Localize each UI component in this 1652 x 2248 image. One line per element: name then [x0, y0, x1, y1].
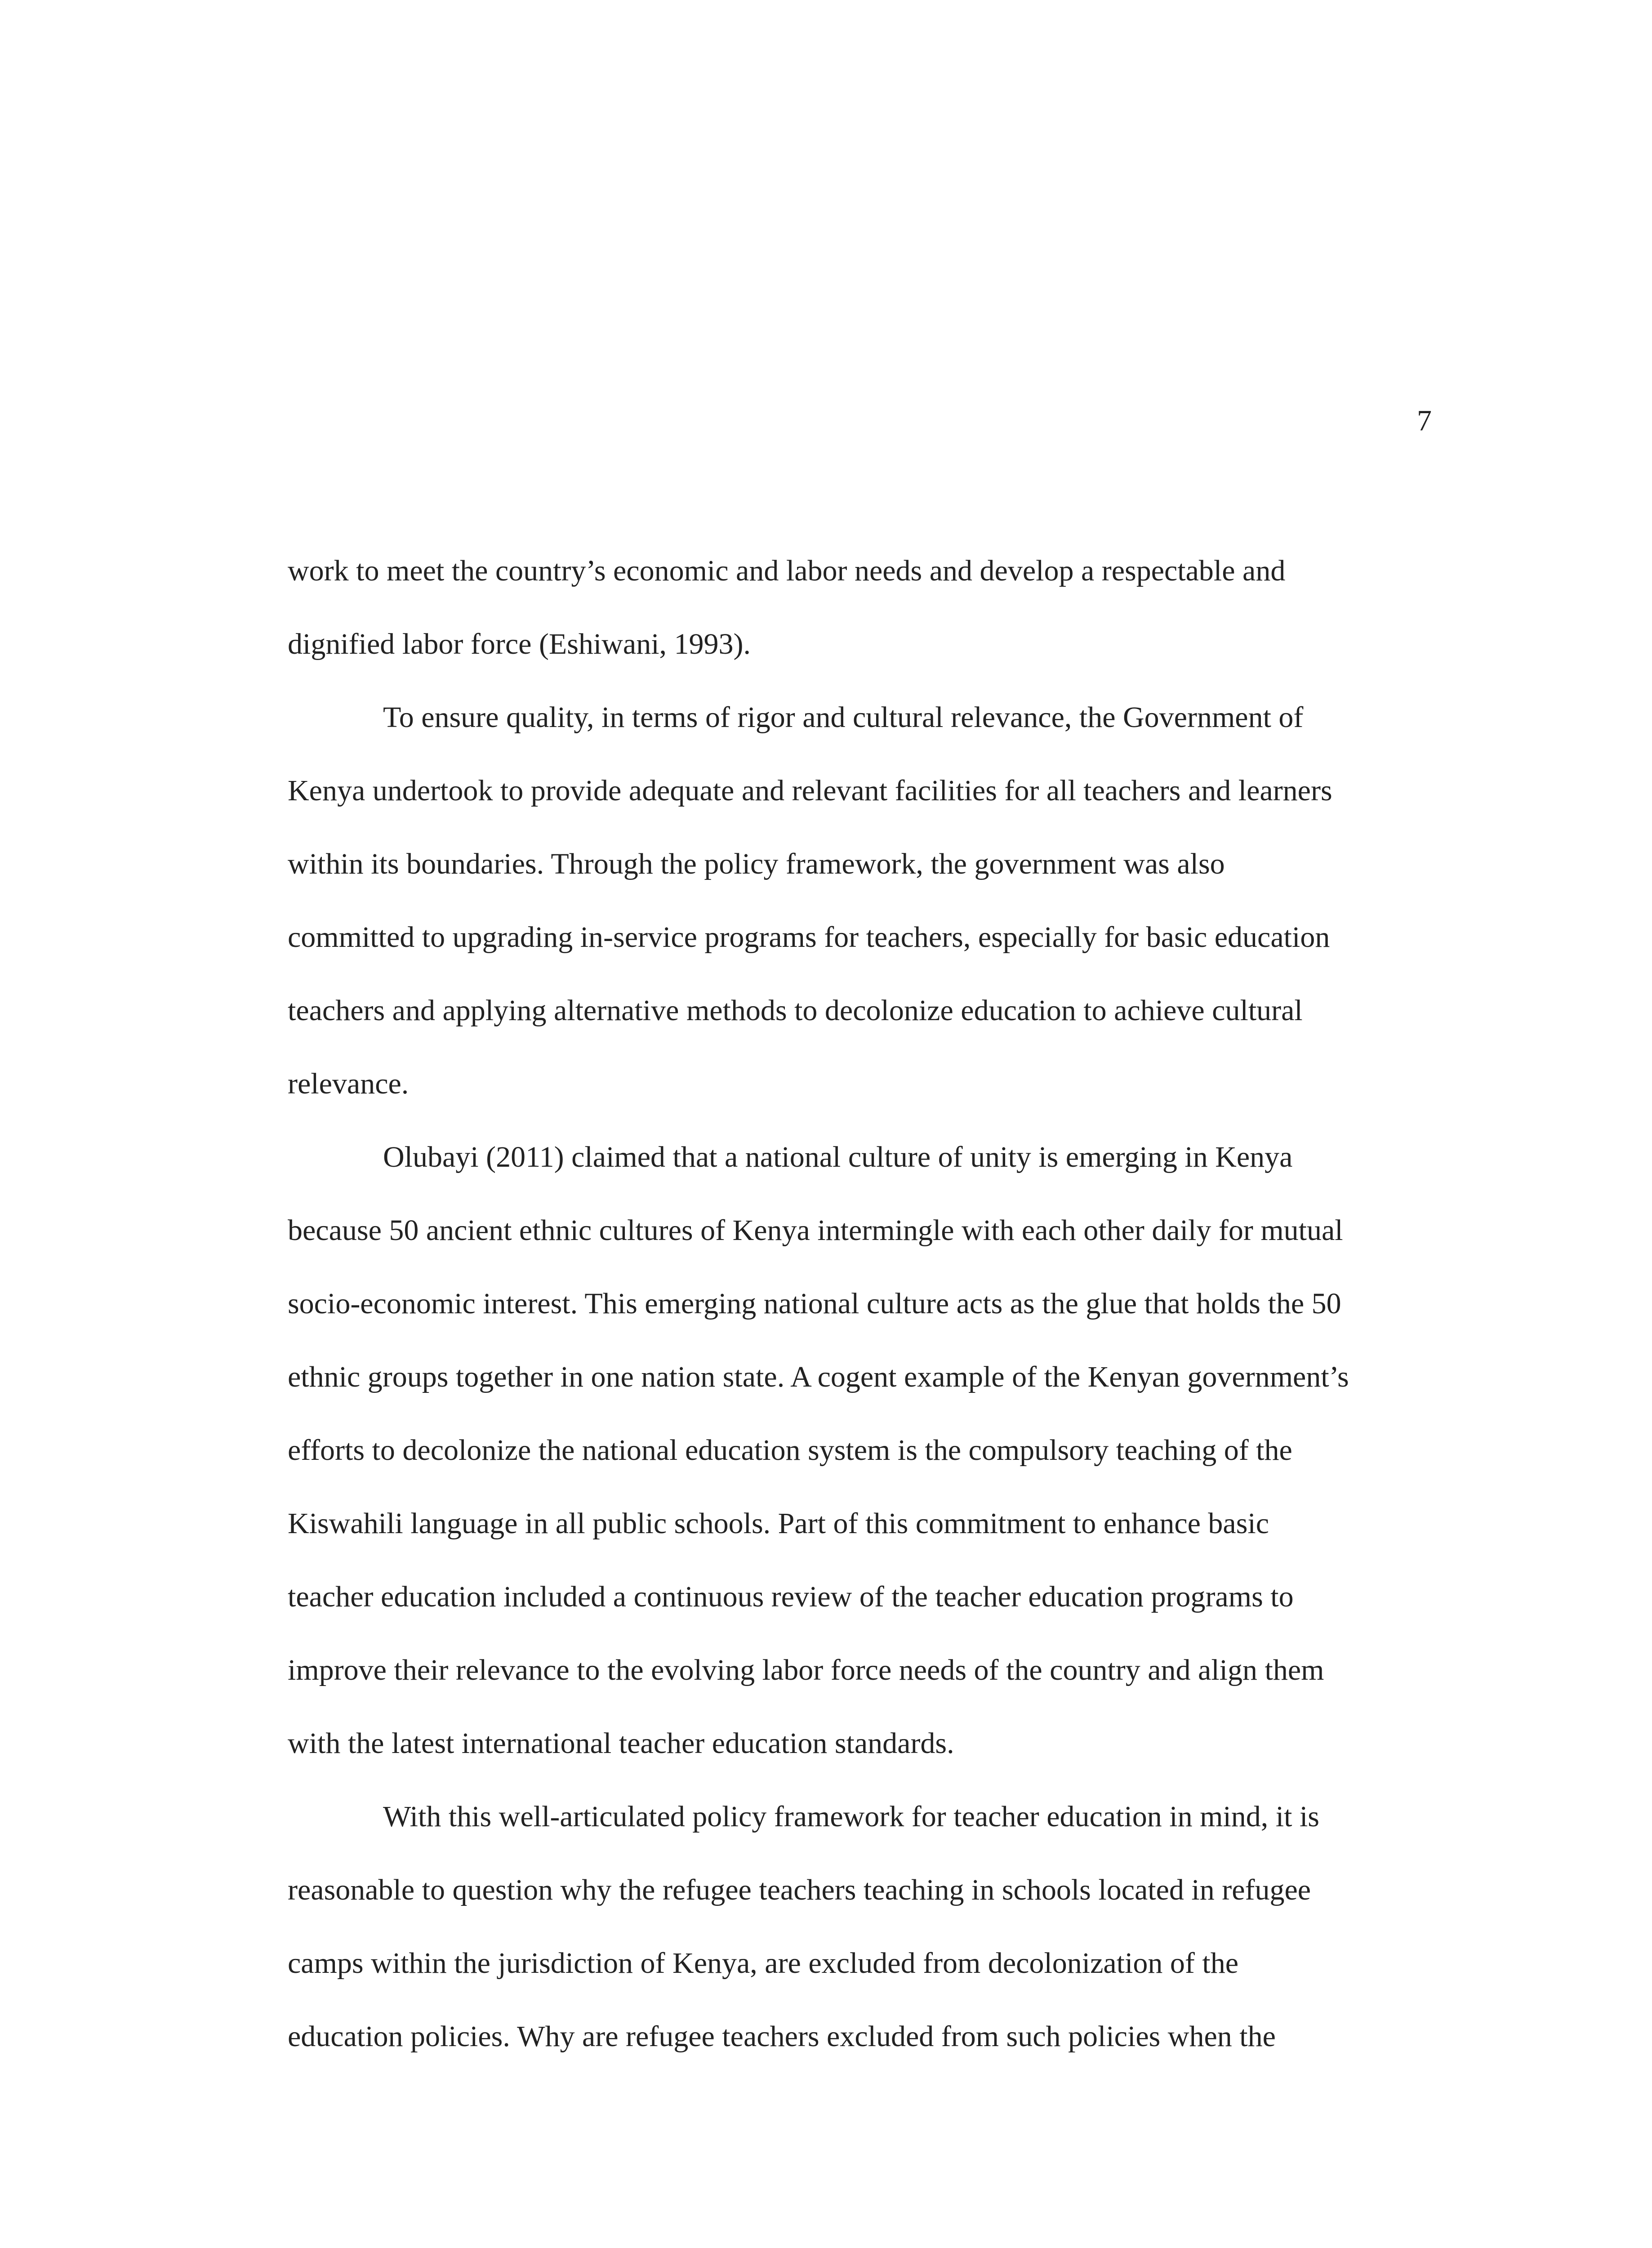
- text-line: within its boundaries. Through the policy framework, the government was also: [288, 847, 1225, 880]
- text-line: committed to upgrading in-service programs for teachers, especially for basic education: [288, 921, 1330, 954]
- text-line: Kiswahili language in all public schools. Part of this commitment to enhance basic: [288, 1507, 1269, 1540]
- text-line: education policies. Why are refugee teachers excluded from such policies when the: [288, 2020, 1276, 2053]
- text-line: with the latest international teacher education standards.: [288, 1727, 954, 1760]
- paragraph-first-line: Olubayi (2011) claimed that a national culture of unity is emerging in Kenya: [383, 1141, 1293, 1173]
- paragraph-first-line: With this well-articulated policy framework for teacher education in mind, it is: [383, 1800, 1319, 1833]
- text-line: efforts to decolonize the national education system is the compulsory teaching of the: [288, 1434, 1292, 1467]
- text-line: dignified labor force (Eshiwani, 1993).: [288, 628, 751, 660]
- text-line: socio-economic interest. This emerging national culture acts as the glue that holds the 50: [288, 1287, 1341, 1320]
- paragraph-first-line: To ensure quality, in terms of rigor and cultural relevance, the Government of: [383, 701, 1304, 734]
- text-line: relevance.: [288, 1067, 409, 1100]
- page-number: 7: [1417, 404, 1432, 437]
- text-line: Kenya undertook to provide adequate and relevant facilities for all teachers and learners: [288, 774, 1332, 807]
- text-line: ethnic groups together in one nation state. A cogent example of the Kenyan government’s: [288, 1360, 1349, 1393]
- text-line: teacher education included a continuous review of the teacher education programs to: [288, 1580, 1294, 1613]
- text-line: improve their relevance to the evolving labor force needs of the country and align them: [288, 1654, 1324, 1686]
- text-line: camps within the jurisdiction of Kenya, are excluded from decolonization of the: [288, 1947, 1238, 1980]
- text-line: reasonable to question why the refugee teachers teaching in schools located in refugee: [288, 1873, 1311, 1906]
- text-line: work to meet the country’s economic and labor needs and develop a respectable and: [288, 554, 1286, 587]
- text-line: because 50 ancient ethnic cultures of Kenya intermingle with each other daily for mutual: [288, 1214, 1343, 1247]
- body-text: [288, 553, 1456, 2092]
- text-line: teachers and applying alternative methods to decolonize education to achieve cultural: [288, 994, 1303, 1027]
